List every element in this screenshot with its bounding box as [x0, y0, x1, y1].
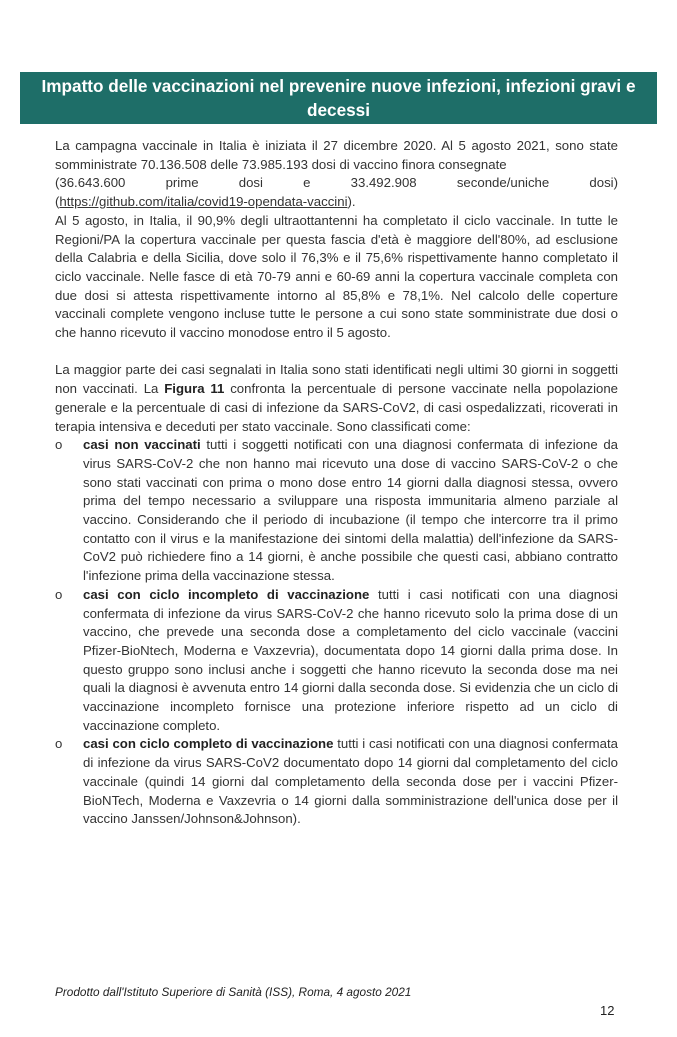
paragraph-campaign-doses-text: (36.643.600 prime dosi e 33.492.908 seconde/uniche dosi) [55, 175, 618, 191]
list-item-term: casi non vaccinati [83, 437, 201, 453]
list-item [55, 586, 618, 736]
list-item-term: casi con ciclo incompleto di vaccinazione [83, 586, 370, 602]
source-open-paren: ( [55, 194, 60, 210]
paragraph-cases-text-b: confronta la percentuale di persone vaccinate nella popolazione generale e la percentuale di casi di infezione da SARS-CoV2, di casi ospedalizzati, ricoverati in terapia intensiva e deceduti per stato vaccinale. Sono classificati come: [55, 381, 619, 434]
bullet-marker: o [55, 736, 63, 752]
paragraph-coverage [55, 212, 618, 343]
list-item [55, 735, 618, 829]
source-close-paren: ). [347, 194, 356, 210]
list-item-term: casi con ciclo completo di vaccinazione [83, 736, 334, 752]
bullet-marker: o [55, 586, 63, 602]
opendata-vaccini-link[interactable]: https://github.com/italia/covid19-opendata-vaccini [59, 194, 348, 210]
paragraph-campaign [55, 137, 618, 174]
footer-credit: Prodotto dall'Istituto Superiore di Sanità (ISS), Roma, 4 agosto 2021 [55, 985, 412, 999]
section-title-bar [20, 72, 657, 124]
paragraph-campaign-doses [55, 174, 618, 193]
list-item-text: tutti i soggetti notificati con una diagnosi confermata di infezione da virus SARS-CoV-2 che non hanno mai ricevuto una dose di vaccino SARS-CoV-2 o che sono stati vaccinati con prima o mono dose entro 14 giorni dalla diagnosi stessa, ovvero prima del tempo necessario a sviluppare una risposta immunitaria almeno parziale al vaccino. Considerando che il periodo di incubazione (il tempo che intercorre tra il primo contatto con il virus e la manifestazione dei sintomi della malattia) dell'infezione da SARS-CoV2 può richiedere fino a 14 giorni, è anche possibile che questi casi, abbiano contratto l'infezione prima della vaccinazione stessa. [83, 437, 619, 584]
classification-list [55, 436, 618, 829]
list-item [55, 436, 618, 586]
paragraph-campaign-source [55, 193, 618, 212]
section-title: Impatto delle vaccinazioni nel prevenire nuove infezioni, infezioni gravi e decessi [41, 76, 636, 120]
paragraph-cases [55, 361, 618, 436]
figure-reference: Figura 11 [164, 381, 225, 397]
bullet-marker: o [55, 437, 63, 453]
list-item-text: tutti i casi notificati con una diagnosi confermata di infezione da virus SARS-CoV-2 che hanno ricevuto solo la prima dose di un vaccino, che prevede una seconda dose a completamento del ciclo vaccinale (vaccini Pfizer-BioNtech, Moderna e Vaxzevria), documentata dopo 14 giorni dalla prima dose. In questo gruppo sono inclusi anche i soggetti che hanno ricevuto la seconda dose ma nei quali la diagnosi è avvenuta entro 14 giorni dalla seconda dose. Si evidenzia che un ciclo di vaccinazione incompleto fornisce una protezione inferiore rispetto ad un ciclo di vaccinazione completo. [83, 586, 618, 733]
paragraph-coverage-text: Al 5 agosto, in Italia, il 90,9% degli ultraottantenni ha completato il ciclo vaccinale. In tutte le Regioni/PA la copertura vaccinale per questa fascia d'età è maggiore dell'80%, ad esclusione della Calabria e della Sicilia, dove solo il 76,3% e il 75,6% rispettivamente hanno completato il ciclo vaccinale. Nelle fasce di età 70-79 anni e 60-69 anni la copertura vaccinale completa con due dosi si attesta rispettivamente intorno al 85,8% e 78,1%. Nel calcolo delle coperture vaccinali complete vengono incluse tutte le persone a cui sono state somministrate due dosi o che hanno ricevuto il vaccino monodose entro il 5 agosto. [55, 212, 618, 341]
paragraph-campaign-text: La campagna vaccinale in Italia è iniziata il 27 dicembre 2020. Al 5 agosto 2021, sono state somministrate 70.136.508 delle 73.985.193 dosi di vaccino finora consegnate [55, 138, 618, 172]
document-body [55, 137, 618, 829]
list-item-text: tutti i casi notificati con una diagnosi confermata di infezione da virus SARS-CoV2 documentato dopo 14 giorni dal completamento del ciclo vaccinale (quindi 14 giorni dal completamento della seconda dose per i vaccini Pfizer-BioNTech, Moderna e Vaxzevria o 14 giorni dalla somministrazione dell'unica dose per il vaccino Janssen/Johnson&Johnson). [83, 736, 618, 827]
page-number: 12 [600, 1003, 615, 1018]
paragraph-cases-text-a: La maggior parte dei casi segnalati in Italia sono stati identificati negli ultimi 30 giorni in soggetti non vaccinati. La [55, 362, 618, 397]
